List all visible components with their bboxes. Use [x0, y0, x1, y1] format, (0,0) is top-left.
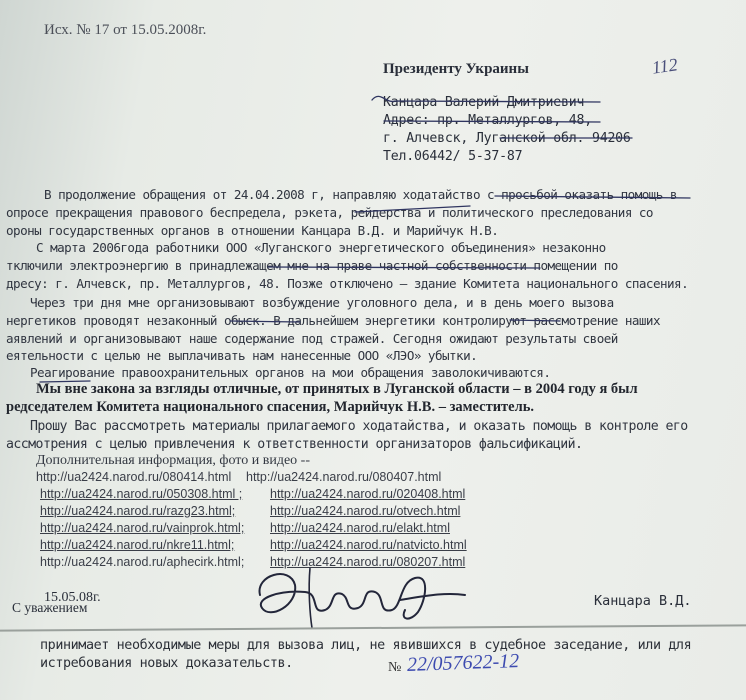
link-right[interactable]: http://ua2424.narod.ru/natvicto.html: [270, 538, 467, 552]
closing-date: 15.05.08г.: [44, 590, 101, 605]
body-line: аявлений и организовывают наше содержание под стражей. Сегодня ожидают результаты своей: [6, 331, 618, 346]
body-line: тключили электроэнергию в принадлежащем мне на праве частной собственности помещении по: [6, 258, 618, 273]
signer-name: Канцара В.Д.: [594, 593, 692, 609]
body-line: нергетиков проводят незаконный обыск. В дальнейшем энергетики контролируют рассмотрение наших: [6, 313, 660, 328]
request-line: Прошу Вас рассмотреть материалы прилагаемого ходатайства, и оказать помощь в контроле его: [30, 419, 688, 434]
footer-line: принимает необходимые меры для вызова лиц, не явившихся в судебное заседание, или для: [40, 638, 692, 653]
bold-statement: Мы вне закона за взгляды отличные, от принятых в Луганской области – в 2004 году я был: [36, 381, 638, 397]
body-line: С марта 2006года работники ООО «Луганского энергетического объединения» незаконно: [36, 240, 606, 255]
link-left[interactable]: http://ua2424.narod.ru/razg23.html;: [40, 504, 236, 518]
footer-line: истребования новых доказательств.: [40, 656, 293, 671]
outgoing-reference: Исх. № 17 от 15.05.2008г.: [44, 22, 207, 38]
link-left[interactable]: http://ua2424.narod.ru/080414.html: [36, 470, 232, 484]
sender-address: Адрес: пр. Металлургов, 48,: [383, 113, 592, 128]
bold-statement: редседателем Комитета национального спасения, Марийчук Н.В. – заместитель.: [6, 399, 535, 415]
link-left[interactable]: http://ua2424.narod.ru/vainprok.html;: [40, 521, 245, 535]
link-right[interactable]: http://ua2424.narod.ru/elakt.html: [270, 521, 450, 535]
body-line: Через три дня мне организовывают возбуждение уголовного дела, и в день моего вызова: [30, 295, 614, 310]
handwritten-number: 112: [650, 54, 679, 78]
link-left[interactable]: http://ua2424.narod.ru/050308.html ;: [40, 487, 243, 501]
registration-stamp-number: 22/057622-12: [406, 650, 520, 676]
closing-regards: С уважением: [12, 600, 88, 615]
body-line: ороны государственных органов в отношении Канцара В.Д. и Марийчук Н.В.: [6, 223, 499, 238]
stamp-prefix: №: [388, 660, 402, 675]
link-left[interactable]: http://ua2424.narod.ru/aphecirk.html;: [40, 555, 245, 569]
request-line: ассмотрения с целью привлечения к ответственности организаторов фальсификаций.: [6, 437, 583, 452]
link-left[interactable]: http://ua2424.narod.ru/nkre11.html;: [40, 538, 235, 552]
body-line: В продолжение обращения от 24.04.2008 г, направляю ходатайство с просьбой оказать помощь в: [44, 187, 677, 202]
body-line: дресу: г. Алчевск, пр. Металлургов, 48. Позже отключено – здание Комитета национального спасения.: [6, 276, 689, 291]
body-line: опросе прекращения правового беспредела, рэкета, рейдерства и политического преследования со: [6, 205, 653, 220]
link-right[interactable]: http://ua2424.narod.ru/020408.html: [270, 487, 466, 501]
link-right[interactable]: http://ua2424.narod.ru/otvech.html: [270, 504, 461, 518]
sender-name: Канцара Валерий Дмитриевич: [383, 95, 585, 110]
addressee: Президенту Украины: [383, 61, 529, 77]
sender-phone: Тел.06442/ 5-37-87: [383, 149, 523, 164]
sender-city: г. Алчевск, Луганской обл. 94206: [383, 131, 631, 146]
link-right[interactable]: http://ua2424.narod.ru/080407.html: [246, 470, 442, 484]
links-intro: Дополнительная информация, фото и видео --: [36, 453, 310, 468]
body-line: еятельности с целью не выплачивать нам нанесенные ООО «ЛЭО» убытки.: [6, 348, 478, 363]
link-right[interactable]: http://ua2424.narod.ru/080207.html: [270, 555, 466, 569]
body-line: Реагирование правоохранительных органов на мои обращения заволокичиваются.: [30, 365, 551, 380]
